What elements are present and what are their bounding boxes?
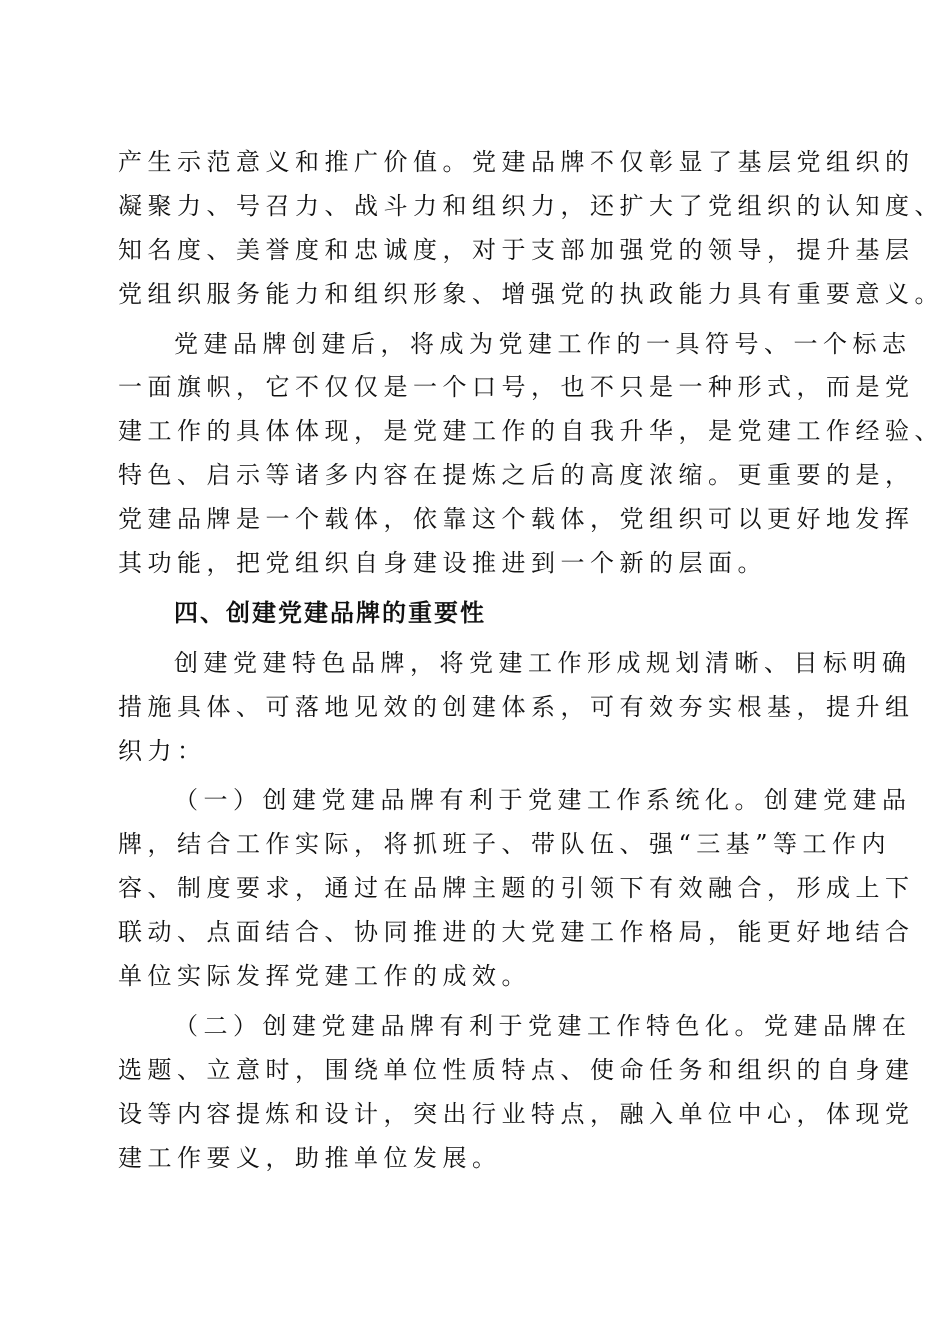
paragraph-5-line-2: 选题、立意时，围绕单位性质特点、使命任务和组织的自身建 (118, 1055, 915, 1084)
paragraph-5 (118, 1005, 915, 1181)
paragraph-1 (118, 141, 944, 317)
paragraph-4-line-5: 单位实际发挥党建工作的成效。 (118, 962, 531, 991)
paragraph-5-line-1: （二）创建党建品牌有利于党建工作特色化。党建品牌在 (174, 1011, 912, 1040)
paragraph-3-line-1: 创建党建特色品牌，将党建工作形成规划清晰、目标明确 (174, 648, 912, 677)
section-heading: 四、创建党建品牌的重要性 (174, 598, 486, 627)
paragraph-4 (118, 779, 915, 998)
paragraph-4-line-4: 联动、点面结合、协同推进的大党建工作格局，能更好地结合 (118, 918, 915, 947)
paragraph-4-line-3: 容、制度要求，通过在品牌主题的引领下有效融合，形成上下 (118, 874, 915, 903)
paragraph-2-line-3: 建工作的具体体现，是党建工作的自我升华，是党建工作经验、 (118, 417, 944, 446)
paragraph-2-line-1: 党建品牌创建后，将成为党建工作的一具符号、一个标志 (174, 329, 912, 358)
paragraph-3-line-2: 措施具体、可落地见效的创建体系，可有效夯实根基，提升组 (118, 692, 915, 721)
paragraph-2-line-4: 特色、启示等诸多内容在提炼之后的高度浓缩。更重要的是， (118, 461, 915, 490)
paragraph-2-line-2: 一面旗帜，它不仅仅是一个口号，也不只是一种形式，而是党 (118, 373, 915, 402)
paragraph-4-line-2: 牌，结合工作实际，将抓班子、带队伍、强“三基”等工作内 (118, 830, 892, 859)
paragraph-1-line-3: 知名度、美誉度和忠诚度，对于支部加强党的领导，提升基层 (118, 235, 915, 264)
paragraph-5-line-3: 设等内容提炼和设计，突出行业特点，融入单位中心，体现党 (118, 1099, 915, 1128)
paragraph-1-line-1: 产生示范意义和推广价值。党建品牌不仅彰显了基层党组织的 (118, 148, 915, 176)
paragraph-4-line-1: （一）创建党建品牌有利于党建工作系统化。创建党建品 (174, 786, 912, 815)
paragraph-5-line-4: 建工作要义，助推单位发展。 (118, 1143, 502, 1172)
paragraph-3-line-3: 织力： (118, 736, 207, 765)
paragraph-2-line-6: 其功能，把党组织自身建设推进到一个新的层面。 (118, 549, 767, 578)
paragraph-2 (118, 323, 944, 586)
paragraph-1-line-4: 党组织服务能力和组织形象、增强党的执政能力具有重要意义。 (118, 279, 944, 308)
paragraph-3 (118, 642, 915, 774)
document-body (118, 141, 944, 1180)
paragraph-1-line-2: 凝聚力、号召力、战斗力和组织力，还扩大了党组织的认知度、 (118, 191, 944, 220)
paragraph-2-line-5: 党建品牌是一个载体，依靠这个载体，党组织可以更好地发挥 (118, 505, 915, 534)
